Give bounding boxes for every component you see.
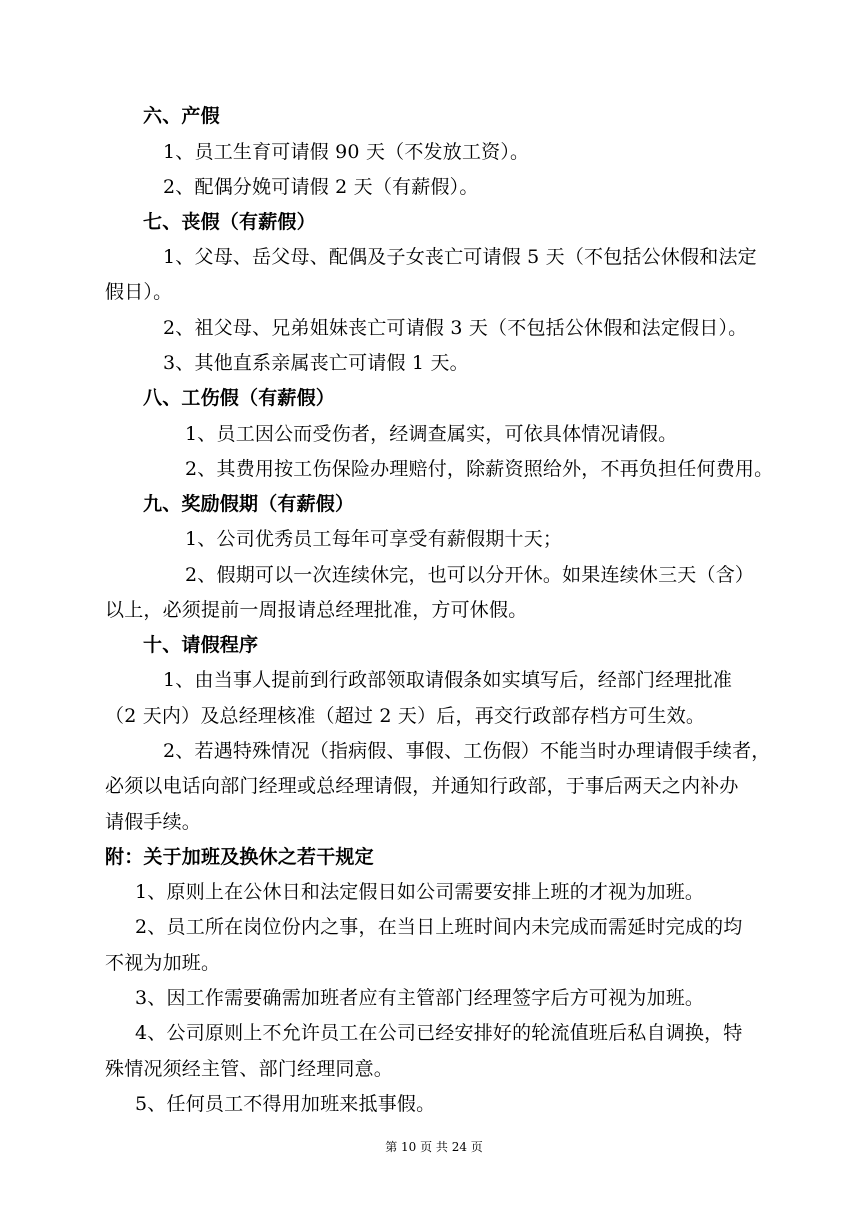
paragraph-line: 以上，必须提前一周报请总经理批准，方可休假。 [105, 599, 528, 621]
paragraph-line: 2、祖父母、兄弟姐妹丧亡可请假 3 天（不包括公休假和法定假日）。 [163, 317, 748, 339]
paragraph-line: 假日）。 [105, 281, 173, 303]
section-heading-bereavement: 七、丧假（有薪假） [143, 211, 316, 233]
paragraph-line: 2、其费用按工伤保险办理赔付，除薪资照给外，不再负担任何费用。 [185, 458, 774, 480]
paragraph-line: 1、公司优秀员工每年可享受有薪假期十天； [185, 528, 563, 550]
paragraph-line: 1、员工生育可请假 90 天（不发放工资）。 [163, 141, 530, 163]
paragraph-line: 必须以电话向部门经理或总经理请假，并通知行政部，于事后两天之内补办 [105, 775, 739, 797]
paragraph-line: 2、配偶分娩可请假 2 天（有薪假）。 [163, 176, 479, 198]
paragraph-line: 1、由当事人提前到行政部领取请假条如实填写后，经部门经理批准 [163, 669, 733, 691]
section-heading-injury: 八、工伤假（有薪假） [143, 387, 336, 409]
paragraph-line: 请假手续。 [105, 811, 202, 833]
paragraph-line: 1、原则上在公休日和法定假日如公司需要安排上班的才视为加班。 [135, 881, 705, 903]
paragraph-line: 2、若遇特殊情况（指病假、事假、工伤假）不能当时办理请假手续者， [163, 740, 771, 762]
section-heading-reward-leave: 九、奖励假期（有薪假） [143, 493, 355, 515]
page-footer: 第 10 页 共 24 页 [385, 1140, 483, 1154]
paragraph-line: 不视为加班。 [105, 952, 221, 974]
paragraph-line: 1、员工因公而受伤者，经调查属实，可依具体情况请假。 [185, 423, 678, 445]
paragraph-line: 2、假期可以一次连续休完，也可以分开休。如果连续休三天（含） [185, 564, 755, 586]
paragraph-line: 4、公司原则上不允许员工在公司已经安排好的轮流值班后私自调换，特 [135, 1022, 743, 1044]
paragraph-line: 5、任何员工不得用加班来抵事假。 [135, 1093, 436, 1115]
paragraph-line: 2、员工所在岗位份内之事，在当日上班时间内未完成而需延时完成的均 [135, 916, 743, 938]
section-heading-maternity: 六、产假 [143, 105, 220, 127]
section-heading-leave-procedure: 十、请假程序 [143, 634, 259, 656]
appendix-heading-overtime: 附：关于加班及换休之若干规定 [105, 846, 374, 868]
paragraph-line: 3、其他直系亲属丧亡可请假 1 天。 [163, 352, 469, 374]
paragraph-line: 殊情况须经主管、部门经理同意。 [105, 1058, 394, 1080]
paragraph-line: 3、因工作需要确需加班者应有主管部门经理签字后方可视为加班。 [135, 987, 705, 1009]
paragraph-line: （2 天内）及总经理核准（超过 2 天）后，再交行政部存档方可生效。 [105, 705, 706, 727]
paragraph-line: 1、父母、岳父母、配偶及子女丧亡可请假 5 天（不包括公休假和法定 [163, 246, 757, 268]
